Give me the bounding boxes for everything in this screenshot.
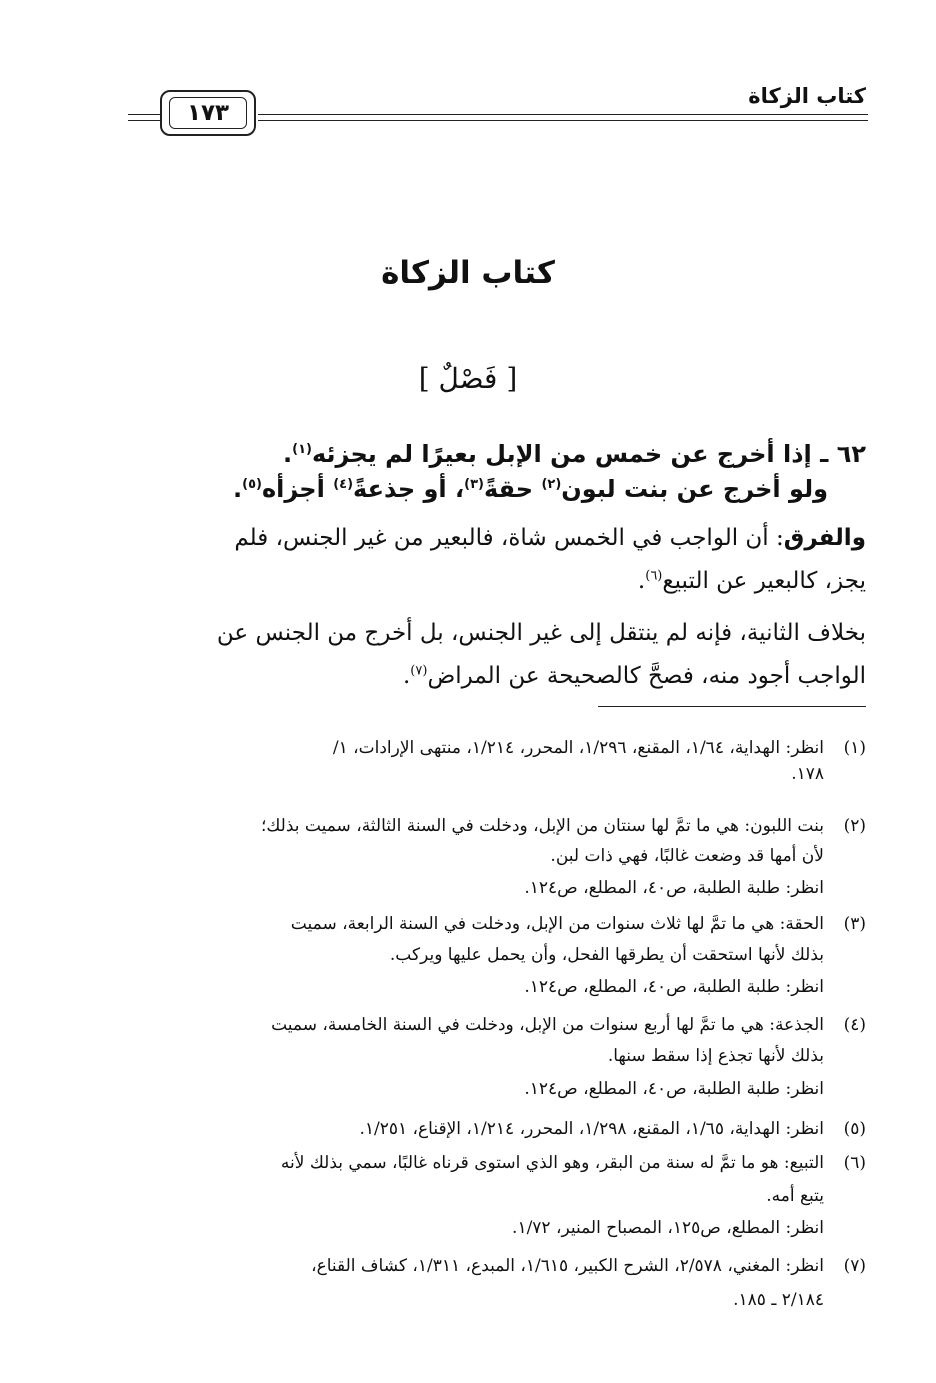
footnote-text: انظر: الهداية، ١/٦٤، المقنع، ١/٢٩٦، المحرر، ١/٢١٤، منتهى الإرادات، ١/: [332, 738, 824, 758]
chapter-title: كتاب الزكاة: [381, 255, 555, 291]
issue-text-2d: أجزأه: [261, 475, 334, 503]
footnote-separator: [598, 706, 866, 707]
difference-text-2: يجز، كالبعير عن التبيع: [662, 568, 866, 594]
footnote-3-source: [524, 977, 824, 997]
footnote-number: (٢): [843, 816, 866, 836]
footnote-text: انظر: طلبة الطلبة، ص٤٠، المطلع، ص١٢٤.: [524, 977, 824, 997]
footnote-number: (١): [843, 738, 866, 758]
footnote-ref: (١): [292, 442, 312, 457]
footnote-number: (٥): [843, 1119, 866, 1139]
difference-text-4: الواجب أجود منه، فصحَّ كالصحيحة عن المراض: [427, 663, 866, 689]
footnote-1: [333, 738, 866, 758]
footnote-text: انظر: الهداية، ١/٦٥، المقنع، ١/٢٩٨، المحرر، ١/٢١٤، الإقناع، ١/٢٥١.: [359, 1119, 824, 1139]
footnote-ref: (٤): [333, 477, 354, 492]
difference-label: والفرق: [783, 525, 866, 551]
footnote-ref: (٥): [242, 477, 262, 492]
footnote-text: ٢/١٨٤ ـ ١٨٥.: [733, 1290, 824, 1310]
footnote-2-source: [524, 878, 824, 898]
footnote-text: لأن أمها قد وضعت غالبًا، فهي ذات لبن.: [550, 846, 824, 866]
footnote-7: [311, 1256, 866, 1276]
footnote-text: انظر: طلبة الطلبة، ص٤٠، المطلع، ص١٢٤.: [524, 1079, 824, 1099]
header-rule-left-thin: [128, 120, 160, 121]
footnote-text: يتبع أمه.: [766, 1186, 824, 1206]
difference-line-1: [234, 525, 866, 551]
running-title: كتاب الزكاة: [748, 84, 866, 108]
footnote-text: التبيع: هو ما تمَّ له سنة من البقر، وهو الذي استوى قرناه غالبًا، سمي بذلك لأنه: [280, 1153, 824, 1173]
footnote-4-source: [524, 1079, 824, 1099]
footnote-ref: (٢): [541, 477, 562, 492]
issue-text-1: إذا أخرج عن خمس من الإبل بعيرًا لم يجزئه: [311, 440, 812, 468]
difference-line-3: [217, 620, 866, 646]
footnote-4: [271, 1015, 866, 1035]
issue-number: ٦٢ ـ: [820, 440, 866, 468]
footnote-text: ١٧٨.: [791, 764, 824, 784]
header-rule-left: [128, 114, 160, 115]
header-rule: [258, 114, 868, 115]
footnote-number: (٧): [843, 1256, 866, 1276]
footnote-2-cont: [550, 846, 824, 866]
footnote-6-cont: [766, 1186, 824, 1206]
footnote-number: (٦): [843, 1153, 866, 1173]
issue-line-2: ولو أخرج عن بنت لبون$^{(٢)}$ حقةً$^{(٣)}$، أو جذعةً$^{(٤)}$ أجزأه$^{(٥)}$.: [233, 475, 828, 503]
footnote-text: انظر: المغني، ٢/٥٧٨، الشرح الكبير، ١/٦١٥، المبدع، ١/٣١١، كشاف القناع،: [311, 1256, 824, 1276]
page-number: ١٧٣: [169, 97, 247, 129]
footnote-6: [281, 1153, 866, 1173]
footnote-number: (٣): [843, 914, 866, 934]
footnote-4-cont: [608, 1046, 824, 1066]
footnote-text: الجذعة: هي ما تمَّ لها أربع سنوات من الإبل، ودخلت في السنة الخامسة، سميت: [271, 1015, 824, 1035]
issue-text-2b: حقةً: [483, 475, 542, 503]
footnote-ref: (٣): [464, 477, 484, 492]
difference-text-3: بخلاف الثانية، فإنه لم ينتقل إلى غير الجنس، بل أخرج من الجنس عن: [216, 620, 866, 646]
footnote-3-cont: [390, 945, 824, 965]
difference-text-1: : أن الواجب في الخمس شاة، فالبعير من غير الجنس، فلم: [234, 525, 784, 551]
footnote-number: (٤): [843, 1015, 866, 1035]
section-title: [ فَصْلٌ ]: [418, 362, 518, 395]
issue-line-1: ٦٢ ـ إذا أخرج عن خمس من الإبل بعيرًا لم يجزئه$^{(١)}$.: [283, 440, 866, 468]
issue-text-2a: ولو أخرج عن بنت لبون: [561, 475, 828, 503]
footnote-text: بذلك لأنها تجذع إذا سقط سنها.: [607, 1046, 824, 1066]
footnote-ref: (٦): [645, 568, 663, 584]
footnote-text: انظر: المطلع، ص١٢٥، المصباح المنير، ١/٧٢.: [512, 1218, 824, 1238]
footnote-3: [291, 914, 866, 934]
footnote-7-cont: [733, 1290, 824, 1310]
difference-line-4: الواجب أجود منه، فصحَّ كالصحيحة عن المراض$^{(٧)}$.: [402, 663, 866, 689]
footnote-5: [359, 1119, 866, 1139]
footnote-text: الحقة: هي ما تمَّ لها ثلاث سنوات من الإبل، ودخلت في السنة الرابعة، سميت: [290, 914, 824, 934]
issue-text-2c: ، أو جذعةً: [353, 475, 465, 503]
page-number-frame: [160, 90, 256, 136]
footnote-ref: (٧): [410, 663, 428, 679]
footnote-6-source: [512, 1218, 824, 1238]
footnote-text: انظر: طلبة الطلبة، ص٤٠، المطلع، ص١٢٤.: [524, 878, 824, 898]
footnote-text: بذلك لأنها استحقت أن يطرقها الفحل، وأن يحمل عليها ويركب.: [389, 945, 824, 965]
footnote-text: بنت اللبون: هي ما تمَّ لها سنتان من الإبل، ودخلت في السنة الثالثة، سميت بذلك؛: [260, 816, 824, 836]
footnote-1-cont: [791, 764, 824, 784]
header-rule-thin: [258, 120, 868, 121]
difference-line-2: يجز، كالبعير عن التبيع$^{(٦)}$.: [637, 568, 866, 594]
footnote-2: [261, 816, 866, 836]
